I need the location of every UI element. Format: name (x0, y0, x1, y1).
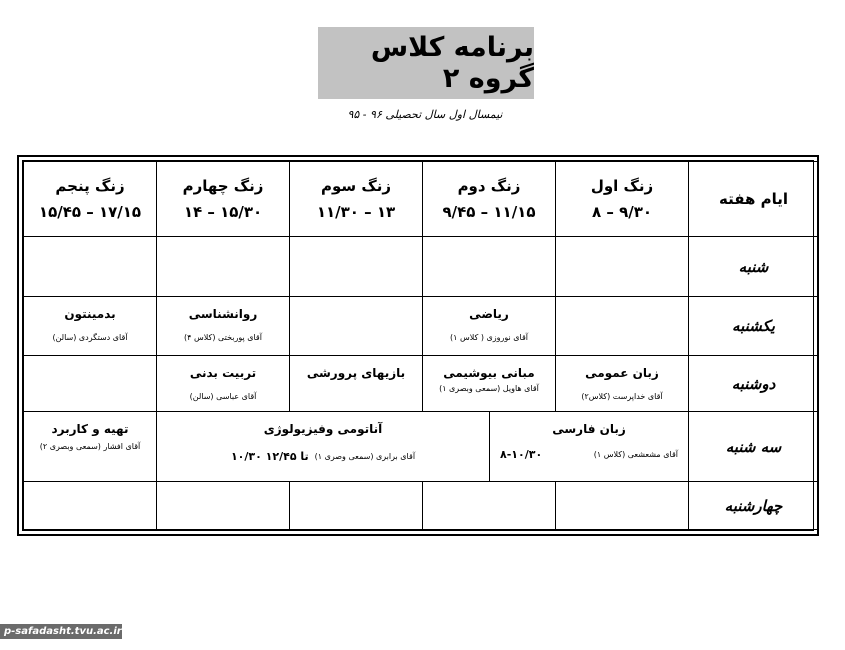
cell-empty (556, 237, 689, 297)
course-name: بازیهای پرورشی (306, 366, 406, 380)
cell-empty (157, 237, 290, 297)
cell-empty (556, 482, 689, 530)
course-name: زبان فارسی (552, 422, 626, 436)
class-cell (157, 356, 290, 412)
cell-empty (423, 482, 556, 530)
course-name: تربیت بدنی (189, 366, 257, 380)
cell-empty (157, 482, 290, 530)
class-cell (157, 412, 490, 482)
class-cell (556, 356, 689, 412)
wednesday-row (24, 482, 819, 530)
class-cell (423, 356, 556, 412)
class-cell (157, 297, 290, 356)
course-name: ریاضی (469, 307, 509, 321)
bell1-header: زنگ اول ۸ – ۹/۳۰ (556, 162, 689, 237)
cell-empty (290, 237, 423, 297)
bell5-header: زنگ پنجم ۱۵/۴۵ – ۱۷/۱۵ (24, 162, 157, 237)
class-cell (490, 412, 689, 482)
cell-empty (423, 237, 556, 297)
page-title-box (318, 27, 534, 99)
header-row (24, 162, 819, 237)
tuesday-row (24, 412, 819, 482)
schedule-table (23, 161, 819, 530)
teacher-name: آقای نوروزی ( کلاس ۱) (449, 333, 529, 342)
page-title: برنامه کلاس گروه ۲ (370, 32, 534, 94)
schedule-inner-frame (22, 160, 814, 531)
teacher-name: آقای خداپرست (کلاس۲) (581, 392, 663, 401)
class-cell (24, 412, 157, 482)
teacher-name: آقای عباسی (سالن) (189, 392, 257, 401)
cell-empty (24, 356, 157, 412)
teacher-name: آقای پوربختی (کلاس ۴) (184, 333, 262, 342)
course-name: تهیه و کاربرد (51, 422, 129, 436)
teacher-name: آقای برابری (سمعی وصری ۱) (314, 452, 416, 461)
course-name: آناتومی وفیزیولوژی (263, 422, 383, 436)
class-hours: ۱۰/۳۰ تا ۱۲/۴۵ (230, 450, 309, 463)
saturday-row (24, 237, 819, 297)
schedule-frame (17, 155, 819, 536)
site-watermark: p-safadasht.tvu.ac.ir (0, 624, 122, 639)
teacher-name: آقای افشار (سمعی وبصری ۲) (39, 442, 141, 451)
sunday-row (24, 297, 819, 356)
cell-empty (24, 237, 157, 297)
class-hours: ۸-۱۰/۳۰ (500, 448, 543, 461)
course-name: بدمینتون (64, 307, 116, 321)
teacher-name: آقای هاویل (سمعی وبصری ۱) (439, 384, 539, 393)
course-name: زبان عمومی (585, 366, 659, 380)
course-name: روانشناسی (188, 307, 258, 321)
day-wednesday: چهارشنبه (689, 482, 819, 530)
course-name: مبانی بیوشیمی (443, 366, 535, 380)
class-cell (423, 297, 556, 356)
day-saturday: شنبه (689, 237, 819, 297)
cell-empty (24, 482, 157, 530)
class-cell (24, 297, 157, 356)
day-tuesday: سه شنبه (689, 412, 819, 482)
teacher-name: آقای دستگردی (سالن) (52, 333, 128, 342)
days-header: ایام هفته (689, 162, 819, 237)
bell2-header: زنگ دوم ۹/۴۵ – ۱۱/۱۵ (423, 162, 556, 237)
bell3-header: زنگ سوم ۱۱/۳۰ – ۱۳ (290, 162, 423, 237)
monday-row (24, 356, 819, 412)
semester-subtitle: نیمسال اول سال تحصیلی ۹۶ - ۹۵ (347, 108, 503, 121)
cell-empty (290, 482, 423, 530)
day-monday: دوشنبه (689, 356, 819, 412)
day-sunday: یکشنبه (689, 297, 819, 356)
bell4-header: زنگ چهارم ۱۴ – ۱۵/۳۰ (157, 162, 290, 237)
cell-empty (556, 297, 689, 356)
cell-empty (290, 297, 423, 356)
teacher-name: آقای مشعشعی (کلاس ۱) (593, 450, 678, 459)
class-cell (290, 356, 423, 412)
